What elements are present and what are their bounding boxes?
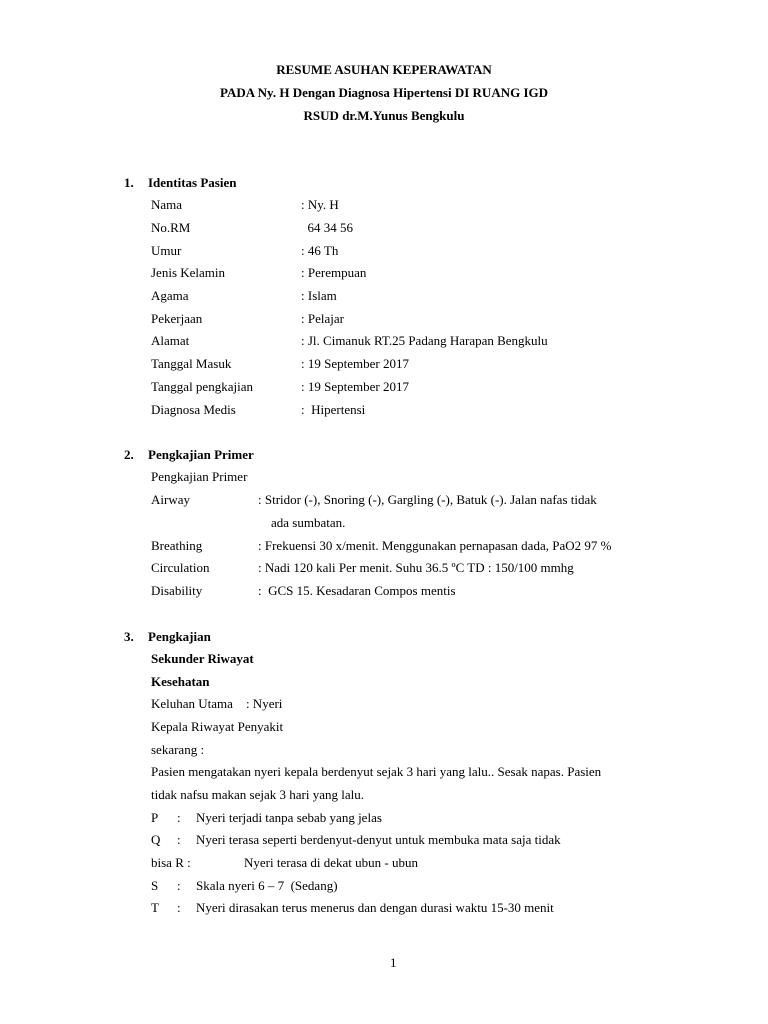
identity-label: Diagnosa Medis <box>151 402 236 417</box>
pqrst-text-r: Nyeri terasa di dekat ubun - ubun <box>244 855 419 870</box>
pqrst-colon: : <box>177 878 181 893</box>
identity-value: : Perempuan <box>301 265 367 280</box>
pqrst-colon: : <box>177 810 181 825</box>
identity-value: : Islam <box>301 288 337 303</box>
pqrst-key-s: S <box>151 878 159 893</box>
section-3-subheading-continued: Kesehatan <box>151 674 210 689</box>
pqrst-text-p: Nyeri terjadi tanpa sebab yang jelas <box>196 810 382 825</box>
circulation-value: : Nadi 120 kali Per menit. Suhu 36.5 ºC TD : 150/100 mmhg <box>258 560 574 575</box>
page-number: 1 <box>390 955 397 970</box>
title-line-3: RSUD dr.M.Yunus Bengkulu <box>303 108 465 123</box>
identity-label: Nama <box>151 197 183 212</box>
breathing-value: : Frekuensi 30 x/menit. Menggunakan pernapasan dada, PaO2 97 % <box>258 538 612 553</box>
history-paragraph-continued: tidak nafsu makan sejak 3 hari yang lalu. <box>151 787 364 802</box>
pqrst-key-p: P <box>151 810 159 825</box>
title-line-1: RESUME ASUHAN KEPERAWATAN <box>276 62 492 77</box>
identity-value: : Pelajar <box>301 311 344 326</box>
airway-label: Airway <box>151 492 190 507</box>
identity-label: Agama <box>151 288 189 303</box>
circulation-label: Circulation <box>151 560 210 575</box>
identity-label: Umur <box>151 243 182 258</box>
history-paragraph: Pasien mengatakan nyeri kepala berdenyut sejak 3 hari yang lalu.. Sesak napas. Pasien <box>151 764 602 779</box>
airway-value: : Stridor (-), Snoring (-), Gargling (-), Batuk (-). Jalan nafas tidak <box>258 492 597 507</box>
title-line-2: PADA Ny. H Dengan Diagnosa Hipertensi DI RUANG IGD <box>219 85 549 100</box>
pqrst-key-q: Q <box>151 832 161 847</box>
identity-value: : Jl. Cimanuk RT.25 Padang Harapan Bengkulu <box>301 333 548 348</box>
section-3-title: Pengkajian <box>148 629 211 644</box>
identity-value: : 19 September 2017 <box>301 356 409 371</box>
history-heading: Kepala Riwayat Penyakit <box>151 719 284 734</box>
pqrst-colon: : <box>177 900 181 915</box>
section-2-title: Pengkajian Primer <box>148 447 254 462</box>
identity-label: Alamat <box>151 333 190 348</box>
section-3-number: 3. <box>124 629 134 644</box>
identity-value: : 19 September 2017 <box>301 379 409 394</box>
identity-value: 64 34 56 <box>301 220 353 235</box>
section-2-subtitle: Pengkajian Primer <box>151 469 248 484</box>
identity-label: Jenis Kelamin <box>151 265 226 280</box>
pqrst-key-t: T <box>151 900 159 915</box>
pqrst-colon: : <box>177 832 181 847</box>
identity-label: No.RM <box>151 220 191 235</box>
pqrst-key-r: bisa R : <box>151 855 191 870</box>
disability-label: Disability <box>151 583 203 598</box>
identity-value: : Ny. H <box>301 197 339 212</box>
section-1-number: 1. <box>124 175 134 190</box>
breathing-label: Breathing <box>151 538 203 553</box>
airway-value-continued: ada sumbatan. <box>271 515 346 530</box>
identity-value: : 46 Th <box>301 243 339 258</box>
identity-label: Tanggal pengkajian <box>151 379 253 394</box>
pqrst-text-s: Skala nyeri 6 – 7 (Sedang) <box>196 878 338 893</box>
pqrst-text-t: Nyeri dirasakan terus menerus dan dengan durasi waktu 15-30 menit <box>196 900 554 915</box>
section-2-number: 2. <box>124 447 134 462</box>
disability-value: : GCS 15. Kesadaran Compos mentis <box>258 583 456 598</box>
section-1-title: Identitas Pasien <box>148 175 237 190</box>
identity-label: Tanggal Masuk <box>151 356 232 371</box>
section-3-subheading: Sekunder Riwayat <box>151 651 254 666</box>
identity-value: : Hipertensi <box>301 402 366 417</box>
pqrst-text-q: Nyeri terasa seperti berdenyut-denyut untuk membuka mata saja tidak <box>196 832 561 847</box>
chief-complaint: Keluhan Utama : Nyeri <box>151 696 283 711</box>
identity-label: Pekerjaan <box>151 311 203 326</box>
history-heading-continued: sekarang : <box>151 742 205 757</box>
